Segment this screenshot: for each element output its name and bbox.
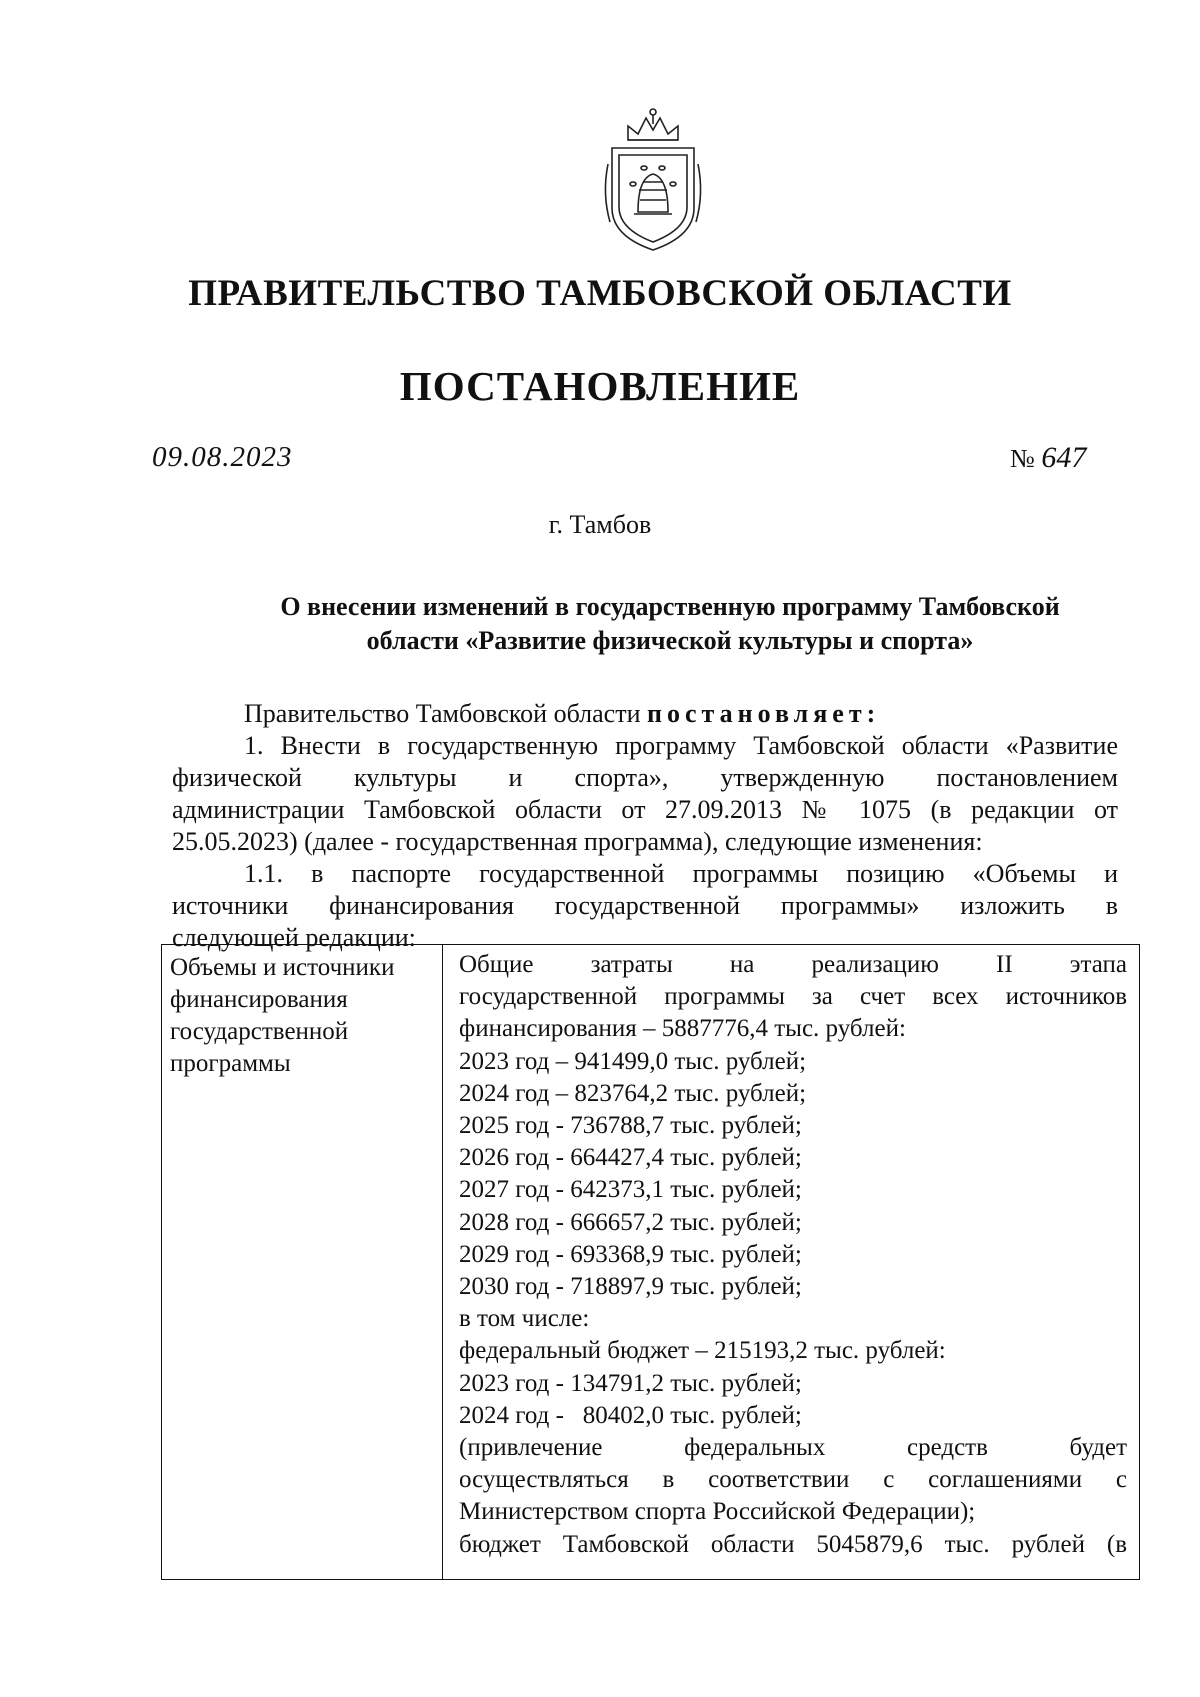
value-line: государственной программы за счет всех источников <box>459 983 1127 1011</box>
year-line: 2028 год - 666657,2 тыс. рублей; <box>459 1208 802 1236</box>
paragraph-line: источники финансирования государственной программы» изложить в <box>172 891 1118 920</box>
value-line: бюджет Тамбовской области 5045879,6 тыс. рублей (в <box>459 1530 1127 1558</box>
document-date: 09.08.2023 <box>152 441 293 473</box>
value-line: Общие затраты на реализацию II этапа <box>459 951 1127 978</box>
decree-keyword: постановляет: <box>647 699 881 728</box>
label-line: финансирования <box>170 986 348 1013</box>
paragraph-line: 25.05.2023) (далее - государственная программа), следующие изменения: <box>172 827 983 856</box>
city-line: г. Тамбов <box>548 510 652 539</box>
document-body <box>172 698 1118 954</box>
government-title: ПРАВИТЕЛЬСТВО ТАМБОВСКОЙ ОБЛАСТИ <box>188 273 1012 314</box>
label-line: программы <box>170 1050 291 1077</box>
year-line: 2025 год - 736788,7 тыс. рублей; <box>459 1112 802 1140</box>
year-line: 2027 год - 642373,1 тыс. рублей; <box>459 1176 802 1204</box>
year-line: 2023 год – 941499,0 тыс. рублей; <box>459 1047 807 1075</box>
paragraph-decree <box>172 698 1118 730</box>
year-line: 2023 год - 134791,2 тыс. рублей; <box>459 1369 802 1397</box>
paragraph-line: следующей редакции: <box>172 923 416 952</box>
year-line: 2030 год - 718897,9 тыс. рублей; <box>459 1273 802 1301</box>
year-line: 2026 год - 664427,4 тыс. рублей; <box>459 1144 802 1172</box>
funding-table-label-cell <box>162 945 443 1579</box>
year-line: 2024 год – 823764,2 тыс. рублей; <box>459 1079 807 1107</box>
funding-table-value-cell <box>443 945 1139 1579</box>
year-line: 2024 год - 80402,0 тыс. рублей; <box>459 1401 802 1429</box>
number-value: 647 <box>1041 441 1087 474</box>
number-sign: № <box>1010 444 1035 473</box>
funding-table <box>161 944 1140 1580</box>
subject-line: О внесении изменений в государственную программу Тамбовской <box>280 592 1060 621</box>
value-line: федеральный бюджет – 215193,2 тыс. рублей: <box>459 1337 946 1365</box>
document-subject <box>230 590 1110 658</box>
paragraph-line: физической культуры и спорта», утвержденную постановлением <box>172 763 1118 792</box>
year-line: 2029 год - 693368,9 тыс. рублей; <box>459 1240 802 1268</box>
paragraph-line: администрации Тамбовской области от 27.09.2013 № 1075 (в редакции от <box>172 795 1118 824</box>
value-line: в том числе: <box>459 1305 590 1333</box>
document-number <box>1010 441 1086 475</box>
tambov-coat-of-arms-icon <box>598 104 708 254</box>
label-line: государственной <box>170 1018 349 1045</box>
paragraph-line: 1. Внести в государственную программу Тамбовской области «Развитие <box>244 731 1118 760</box>
value-line: финансирования – 5887776,4 тыс. рублей: <box>459 1015 906 1043</box>
value-line: осуществляться в соответствии с соглашениями с <box>459 1466 1127 1494</box>
value-line: Министерством спорта Российской Федерации); <box>459 1498 976 1526</box>
paragraph-line: 1.1. в паспорте государственной программы позицию «Объемы и <box>244 859 1118 888</box>
subject-line: области «Развитие физической культуры и спорта» <box>366 626 974 655</box>
decree-text: Правительство Тамбовской области <box>244 699 647 728</box>
label-line: Объемы и источники <box>170 954 395 981</box>
value-line: (привлечение федеральных средств будет <box>459 1434 1127 1462</box>
document-type: ПОСТАНОВЛЕНИЕ <box>399 363 801 409</box>
